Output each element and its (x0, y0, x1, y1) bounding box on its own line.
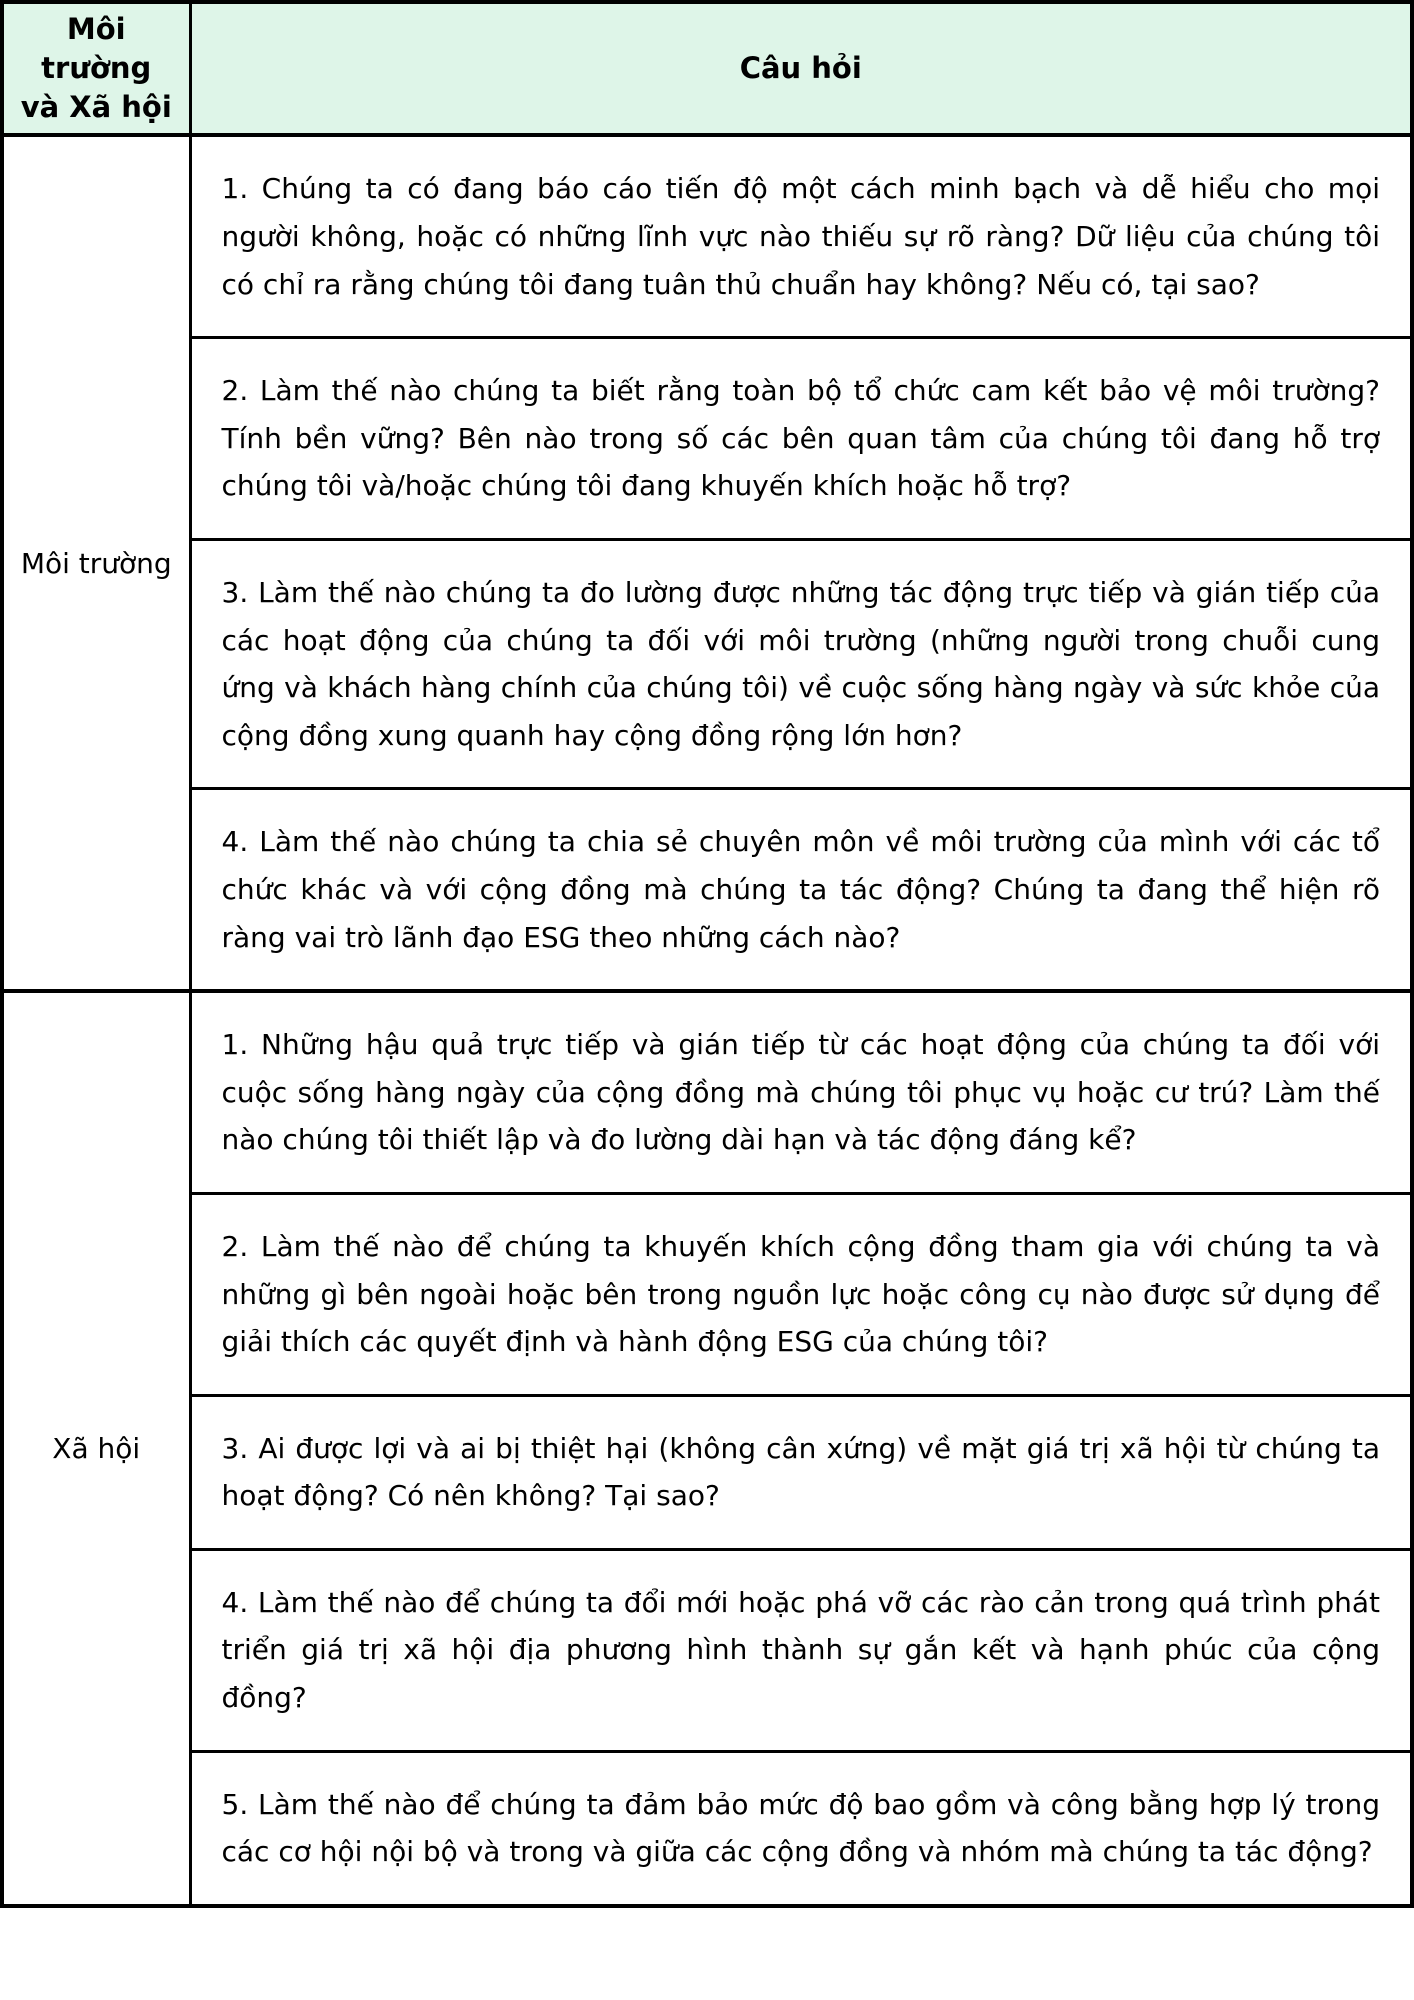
question-cell-soc-3: 3. Ai được lợi và ai bị thiệt hại (không cân xứng) về mặt giá trị xã hội từ chúng ta hoạt động? Có nên không? Tại sao? (190, 1395, 1412, 1549)
table-row (2, 1395, 1412, 1549)
question-cell-env-3: 3. Làm thế nào chúng ta đo lường được những tác động trực tiếp và gián tiếp của các hoạt động của chúng ta đối với môi trường (những người trong chuỗi cung ứng và khách hàng chính của chúng tôi) về cuộc sống hàng ngày và sức khỏe của cộng đồng xung quanh hay cộng đồng rộng lớn hơn? (190, 539, 1412, 788)
table-row (2, 1193, 1412, 1395)
header-cell-category (2, 2, 190, 135)
category-cell-moi-truong: Môi trường (2, 135, 190, 991)
table-row (2, 1751, 1412, 1906)
question-cell-env-1: 1. Chúng ta có đang báo cáo tiến độ một cách minh bạch và dễ hiểu cho mọi người không, hoặc có những lĩnh vực nào thiếu sự rõ ràng? Dữ liệu của chúng tôi có chỉ ra rằng chúng tôi đang tuân thủ chuẩn hay không? Nếu có, tại sao? (190, 135, 1412, 337)
table-row (2, 789, 1412, 991)
question-cell-soc-1: 1. Những hậu quả trực tiếp và gián tiếp từ các hoạt động của chúng ta đối với cuộc sống hàng ngày của cộng đồng mà chúng tôi phục vụ hoặc cư trú? Làm thế nào chúng tôi thiết lập và đo lường dài hạn và tác động đáng kể? (190, 991, 1412, 1193)
header-category-line1: Môi trường (41, 12, 152, 86)
header-category-line2: và Xã hội (20, 90, 172, 125)
table-row (2, 539, 1412, 788)
table-row (2, 1549, 1412, 1751)
question-cell-soc-5: 5. Làm thế nào để chúng ta đảm bảo mức độ bao gồm và công bằng hợp lý trong các cơ hội nội bộ và trong và giữa các cộng đồng và nhóm mà chúng ta tác động? (190, 1751, 1412, 1906)
table-row (2, 991, 1412, 1193)
table-row (2, 135, 1412, 337)
category-cell-xa-hoi: Xã hội (2, 991, 190, 1906)
header-cell-questions: Câu hỏi (190, 2, 1412, 135)
question-cell-env-4: 4. Làm thế nào chúng ta chia sẻ chuyên môn về môi trường của mình với các tổ chức khác và với cộng đồng mà chúng ta tác động? Chúng ta đang thể hiện rõ ràng vai trò lãnh đạo ESG theo những cách nào? (190, 789, 1412, 991)
question-cell-env-2: 2. Làm thế nào chúng ta biết rằng toàn bộ tổ chức cam kết bảo vệ môi trường? Tính bền vững? Bên nào trong số các bên quan tâm của chúng tôi đang hỗ trợ chúng tôi và/hoặc chúng tôi đang khuyến khích hoặc hỗ trợ? (190, 338, 1412, 540)
table-row (2, 338, 1412, 540)
question-cell-soc-2: 2. Làm thế nào để chúng ta khuyến khích cộng đồng tham gia với chúng ta và những gì bên ngoài hoặc bên trong nguồn lực hoặc công cụ nào được sử dụng để giải thích các quyết định và hành động ESG của chúng tôi? (190, 1193, 1412, 1395)
table-header-row (2, 2, 1412, 135)
question-cell-soc-4: 4. Làm thế nào để chúng ta đổi mới hoặc phá vỡ các rào cản trong quá trình phát triển giá trị xã hội địa phương hình thành sự gắn kết và hạnh phúc của cộng đồng? (190, 1549, 1412, 1751)
